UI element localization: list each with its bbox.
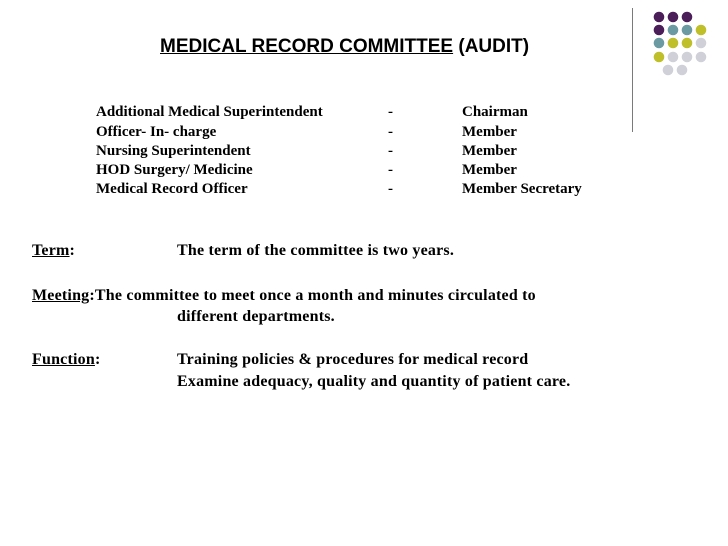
- member-position: Chairman: [462, 104, 528, 120]
- function-text-line1: Training policies & procedures for medical record: [177, 351, 529, 368]
- member-dash: -: [388, 181, 393, 197]
- term-text: The term of the committee is two years.: [177, 242, 455, 259]
- decorative-dot: [696, 52, 707, 63]
- decorative-dot: [682, 38, 693, 49]
- decorative-dot: [654, 38, 665, 49]
- member-dash: -: [388, 143, 393, 159]
- decorative-dot: [682, 25, 693, 36]
- member-role: Additional Medical Superintendent: [96, 104, 323, 120]
- decorative-dot: [682, 52, 693, 63]
- member-position: Member: [462, 143, 517, 159]
- decorative-dot: [682, 12, 693, 23]
- decorative-dot: [677, 65, 688, 76]
- decorative-dot: [696, 25, 707, 36]
- meeting-text-line2: different departments.: [177, 308, 335, 325]
- meeting-section: [32, 287, 536, 305]
- decorative-dot: [663, 65, 674, 76]
- member-dash: -: [388, 124, 393, 140]
- member-position: Member Secretary: [462, 181, 582, 197]
- member-role: Nursing Superintendent: [96, 143, 251, 159]
- term-section: [32, 242, 75, 260]
- title-suffix: (AUDIT): [458, 36, 530, 57]
- function-label: Function: [32, 351, 95, 368]
- member-position: Member: [462, 124, 517, 140]
- decorative-dot: [654, 12, 665, 23]
- term-label: Term: [32, 242, 70, 259]
- decorative-dot: [668, 52, 679, 63]
- member-dash: -: [388, 162, 393, 178]
- term-colon: :: [69, 242, 76, 259]
- meeting-label: Meeting: [32, 287, 90, 304]
- member-role: HOD Surgery/ Medicine: [96, 162, 253, 178]
- decorative-dot: [696, 38, 707, 49]
- function-section: [32, 351, 100, 369]
- member-dash: -: [388, 104, 393, 120]
- function-text-line2: Examine adequacy, quality and quantity of patient care.: [177, 373, 571, 390]
- decorative-dot: [668, 38, 679, 49]
- meeting-text-line1: The committee to meet once a month and minutes circulated to: [94, 287, 536, 304]
- meeting-colon: :: [89, 287, 95, 304]
- decorative-dot: [668, 25, 679, 36]
- decorative-dot: [654, 52, 665, 63]
- decorative-dot: [668, 12, 679, 23]
- function-colon: :: [94, 351, 101, 368]
- member-role: Officer- In- charge: [96, 124, 217, 140]
- decorative-dot: [654, 25, 665, 36]
- member-position: Member: [462, 162, 517, 178]
- member-role: Medical Record Officer: [96, 181, 248, 197]
- title-main: MEDICAL RECORD COMMITTEE: [160, 36, 454, 57]
